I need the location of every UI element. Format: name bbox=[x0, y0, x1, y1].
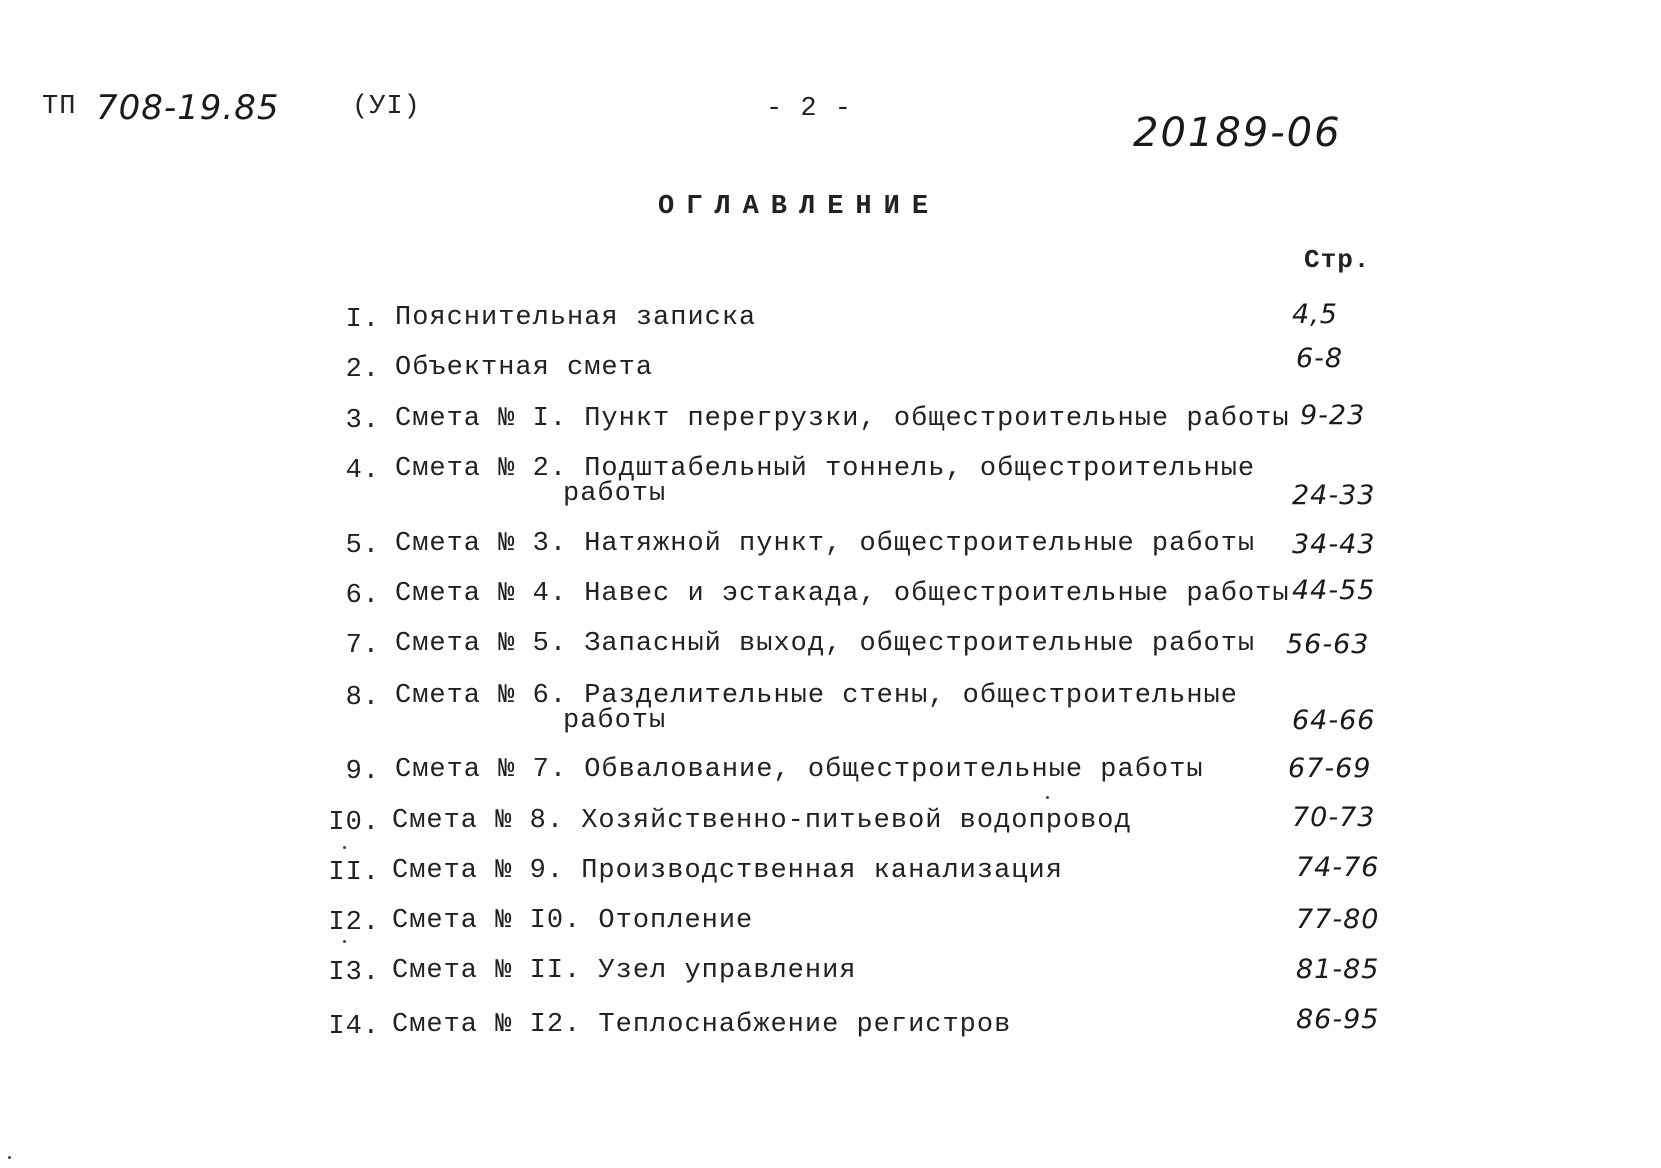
series-number-handwritten: 708-19.85 bbox=[96, 88, 280, 128]
entry-pages: 74-76 bbox=[1296, 852, 1380, 883]
entry-title: Пояснительная записка bbox=[395, 303, 757, 333]
entry-number: I2. bbox=[328, 908, 380, 938]
entry-title-continued: работы bbox=[563, 706, 667, 736]
entry-pages: 44-55 bbox=[1292, 575, 1376, 606]
entry-number: I. bbox=[345, 305, 380, 335]
entry-pages: 86-95 bbox=[1296, 1004, 1380, 1035]
entry-pages: 6-8 bbox=[1296, 343, 1344, 374]
entry-title: Смета № 8. Хозяйственно-питьевой водопровод bbox=[392, 806, 1132, 836]
entry-number: 9. bbox=[345, 757, 380, 787]
entry-number: I3. bbox=[328, 958, 380, 988]
entry-number: 6. bbox=[345, 581, 380, 611]
entry-title: Смета № I0. Отопление bbox=[392, 906, 754, 936]
entry-title: Объектная смета bbox=[395, 353, 654, 383]
entry-number: I0. bbox=[328, 808, 380, 838]
entry-pages: 9-23 bbox=[1300, 400, 1366, 431]
entry-title: Смета № 5. Запасный выход, общестроительные работы bbox=[395, 629, 1256, 659]
page-title: ОГЛАВЛЕНИЕ bbox=[658, 192, 941, 222]
scan-speck bbox=[8, 1156, 11, 1159]
section-label: (УI) bbox=[352, 92, 421, 122]
scan-speck bbox=[343, 940, 346, 943]
entry-pages: 67-69 bbox=[1288, 753, 1372, 784]
page-number: - 2 - bbox=[766, 94, 853, 124]
entry-number: II. bbox=[328, 858, 380, 888]
entry-title: Смета № 6. Разделительные стены, общестроительные bbox=[395, 681, 1238, 711]
pages-column-header: Стр. bbox=[1304, 245, 1371, 275]
entry-title: Смета № 2. Подштабельный тоннель, общестроительные bbox=[395, 454, 1256, 484]
entry-number: 2. bbox=[345, 355, 380, 385]
entry-pages: 64-66 bbox=[1292, 705, 1376, 736]
entry-number: 4. bbox=[345, 456, 380, 486]
entry-title: Смета № 3. Натяжной пункт, общестроительные работы bbox=[395, 529, 1256, 559]
scan-speck bbox=[1046, 796, 1049, 799]
entry-pages: 77-80 bbox=[1296, 904, 1380, 935]
entry-number: 3. bbox=[345, 406, 380, 436]
entry-number: 8. bbox=[345, 683, 380, 713]
entry-number: 7. bbox=[345, 631, 380, 661]
entry-pages: 70-73 bbox=[1292, 802, 1376, 833]
entry-title-continued: работы bbox=[563, 479, 667, 509]
entry-title: Смета № II. Узел управления bbox=[392, 956, 857, 986]
entry-title: Смета № 7. Обвалование, общестроительные работы bbox=[395, 755, 1204, 785]
entry-number: 5. bbox=[345, 531, 380, 561]
entry-title: Смета № I2. Теплоснабжение регистров bbox=[392, 1010, 1012, 1040]
entry-pages: 4,5 bbox=[1292, 299, 1338, 330]
entry-title: Смета № 9. Производственная канализация bbox=[392, 856, 1063, 886]
series-prefix: ТП bbox=[42, 92, 77, 122]
document-number-handwritten: 20189-06 bbox=[1133, 110, 1342, 156]
entry-number: I4. bbox=[328, 1012, 380, 1042]
entry-pages: 34-43 bbox=[1292, 529, 1376, 560]
entry-title: Смета № 4. Навес и эстакада, общестроительные работы bbox=[395, 579, 1290, 609]
scan-speck bbox=[343, 846, 346, 849]
entry-title: Смета № I. Пункт перегрузки, общестроительные работы bbox=[395, 404, 1290, 434]
entry-pages: 81-85 bbox=[1296, 954, 1380, 985]
entry-pages: 24-33 bbox=[1292, 480, 1376, 511]
entry-pages: 56-63 bbox=[1286, 629, 1370, 660]
